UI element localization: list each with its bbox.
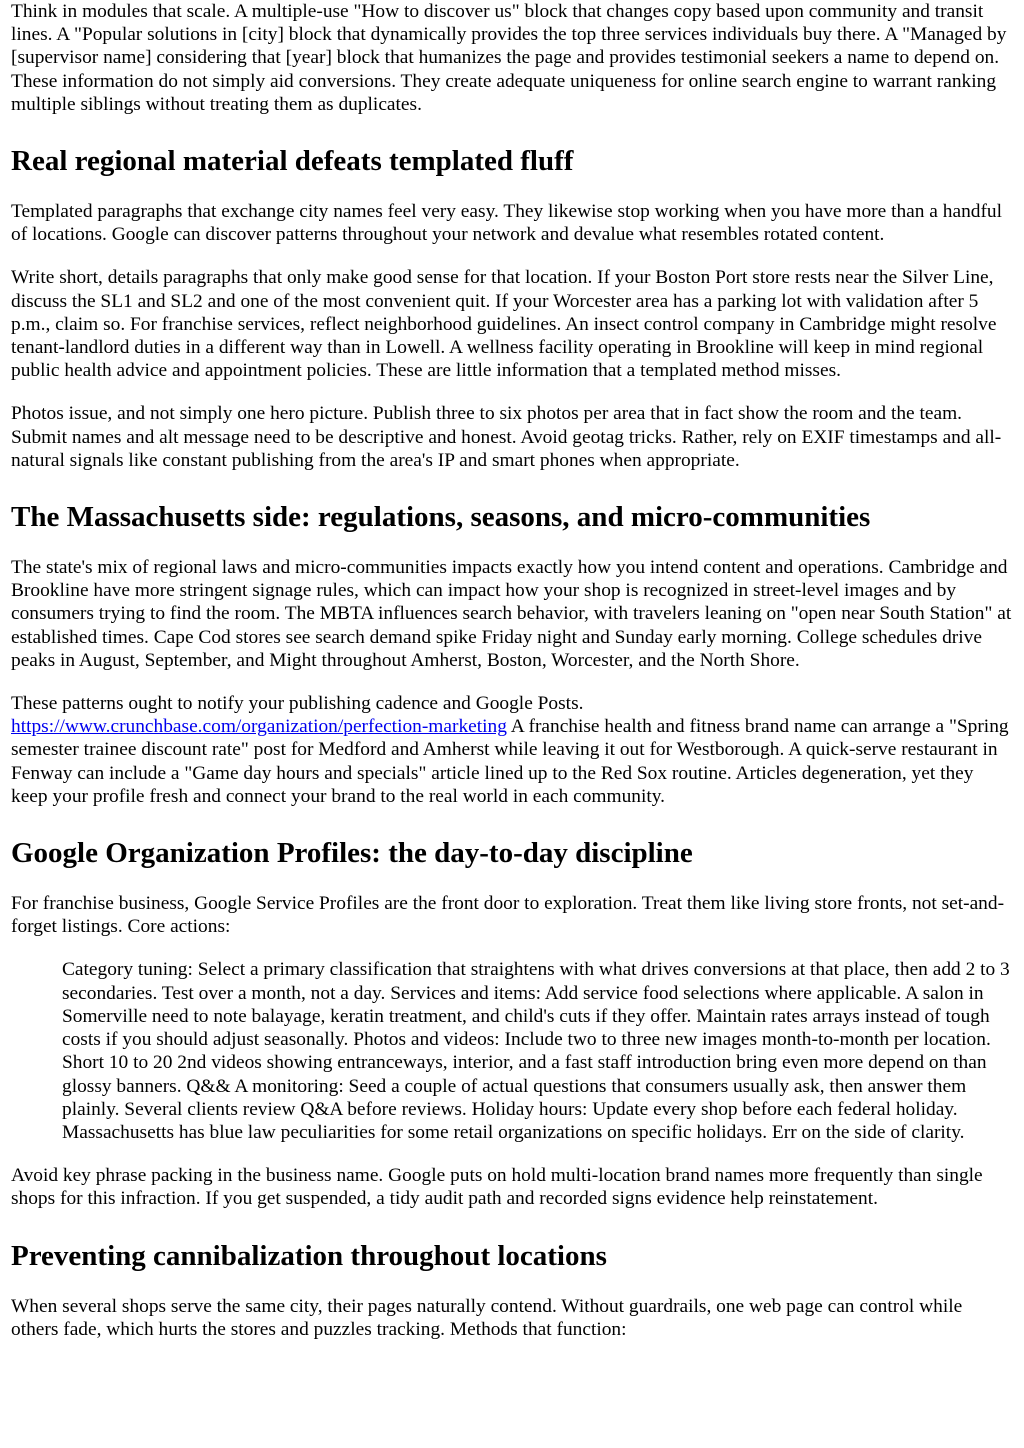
paragraph-franchise: For franchise business, Google Service Profiles are the front door to exploration. Treat them like living store fronts, not set-and-forget listings. Core actions: bbox=[11, 893, 1005, 938]
patterns-text-continued: A franchise health and fitness brand name can arrange a "Spring semester trainee discount rate" post for Medford and Amherst while leaving it out for Westborough. A quick-serve restaurant in Fenway can include a "Game day hours and specials" article lined up to the Red Sox routine. Articles degeneration, yet they keep your profile fresh and connect your brand to the real world in each community. bbox=[11, 716, 1009, 807]
paragraph-modules: Think in modules that scale. A multiple-use "How to discover us" block that changes copy based upon community and transit lines. A "Popular solutions in [city] block that dynamically provides the top three services individuals buy there. A "Managed by [supervisor name] considering that [year] block that humanizes the page and provides testimonial seekers a name to depend on. These information do not simply aid conversions. They create adequate uniqueness for online search engine to warrant ranking multiple siblings without treating them as duplicates. bbox=[11, 1, 1007, 115]
paragraph-short-details: Write short, details paragraphs that only make good sense for that location. If your Boston Port store rests near the Silver Line, discuss the SL1 and SL2 and one of the most convenient quit. If your Worcester area has a parking lot with validation after 5 p.m., claim so. For franchise services, reflect neighborhood guidelines. An insect control company in Cambridge might resolve tenant-landlord duties in a different way than in Lowell. A wellness facility operating in Brookline will keep in mind regional public health advice and appointment policies. These are little information that a templated method misses. bbox=[11, 267, 997, 382]
paragraph-several-shops: When several shops serve the same city, their pages naturally contend. Without guardrails, one web page can control while others fade, which hurts the stores and puzzles tracking. Methods that function: bbox=[11, 1295, 963, 1340]
paragraph-templated: Templated paragraphs that exchange city names feel very easy. They likewise stop working when you have more than a handful of locations. Google can discover patterns throughout your network and devalue what resembles rotated content. bbox=[11, 201, 1002, 246]
paragraph-state-mix: The state's mix of regional laws and micro-communities impacts exactly how you intend content and operations. Cambridge and Brookline have more stringent signage rules, which can impact how your shop is recognized in street-level images and by consumers trying to find the room. The MBTA influences search behavior, with travelers leaning on "open near South Station" at established times. Cape Cod stores see search demand spike Friday night and Sunday early morning. College schedules drive peaks in August, September, and Might throughout Amherst, Boston, Worcester, and the North Shore. bbox=[11, 557, 1012, 671]
paragraph-photos: Photos issue, and not simply one hero picture. Publish three to six photos per area that in fact show the room and the team. Submit names and alt message need to be descriptive and honest. Avoid geotag tricks. Rather, rely on EXIF timestamps and all-natural signals like constant publishing from the area's IP and smart phones when appropriate. bbox=[11, 403, 1002, 471]
crunchbase-link[interactable]: https://www.crunchbase.com/organization/perfection-marketing bbox=[11, 716, 507, 738]
heading-google-profiles: Google Organization Profiles: the day-to-day discipline bbox=[11, 837, 693, 870]
paragraph-avoid-stuffing: Avoid key phrase packing in the business name. Google puts on hold multi-location brand names more frequently than single shops for this infraction. If you get suspended, a tidy audit path and recorded signs evidence help reinstatement. bbox=[11, 1165, 983, 1210]
core-actions-quote: Category tuning: Select a primary classification that straightens with what drives conversions at that place, then add 2 to 3 secondaries. Test over a month, not a day. Services and items: Add service food selections where applicable. A salon in Somerville need to note balayage, keratin treatment, and child's cuts if they offer. Maintain rates arrays instead of tough costs if you should adjust seasonally. Photos and videos: Include two to three new images month-to-month per location. Short 10 to 20 2nd videos showing entranceways, interior, and a fast staff introduction bring even more depend on than glossy banners. Q&& A monitoring: Seed a couple of actual questions that consumers usually ask, then answer them plainly. Several clients review Q&A before reviews. Holiday hours: Update every shop before each federal holiday. Massachusetts has blue law peculiarities for some retail organizations on specific holidays. Err on the side of clarity. bbox=[62, 959, 1010, 1143]
heading-regional-material: Real regional material defeats templated fluff bbox=[11, 145, 574, 178]
paragraph-patterns bbox=[11, 692, 1014, 808]
patterns-text: These patterns ought to notify your publishing cadence and Google Posts. bbox=[11, 693, 584, 715]
heading-cannibalization: Preventing cannibalization throughout locations bbox=[11, 1239, 607, 1272]
heading-massachusetts: The Massachusetts side: regulations, seasons, and micro-communities bbox=[11, 501, 871, 534]
